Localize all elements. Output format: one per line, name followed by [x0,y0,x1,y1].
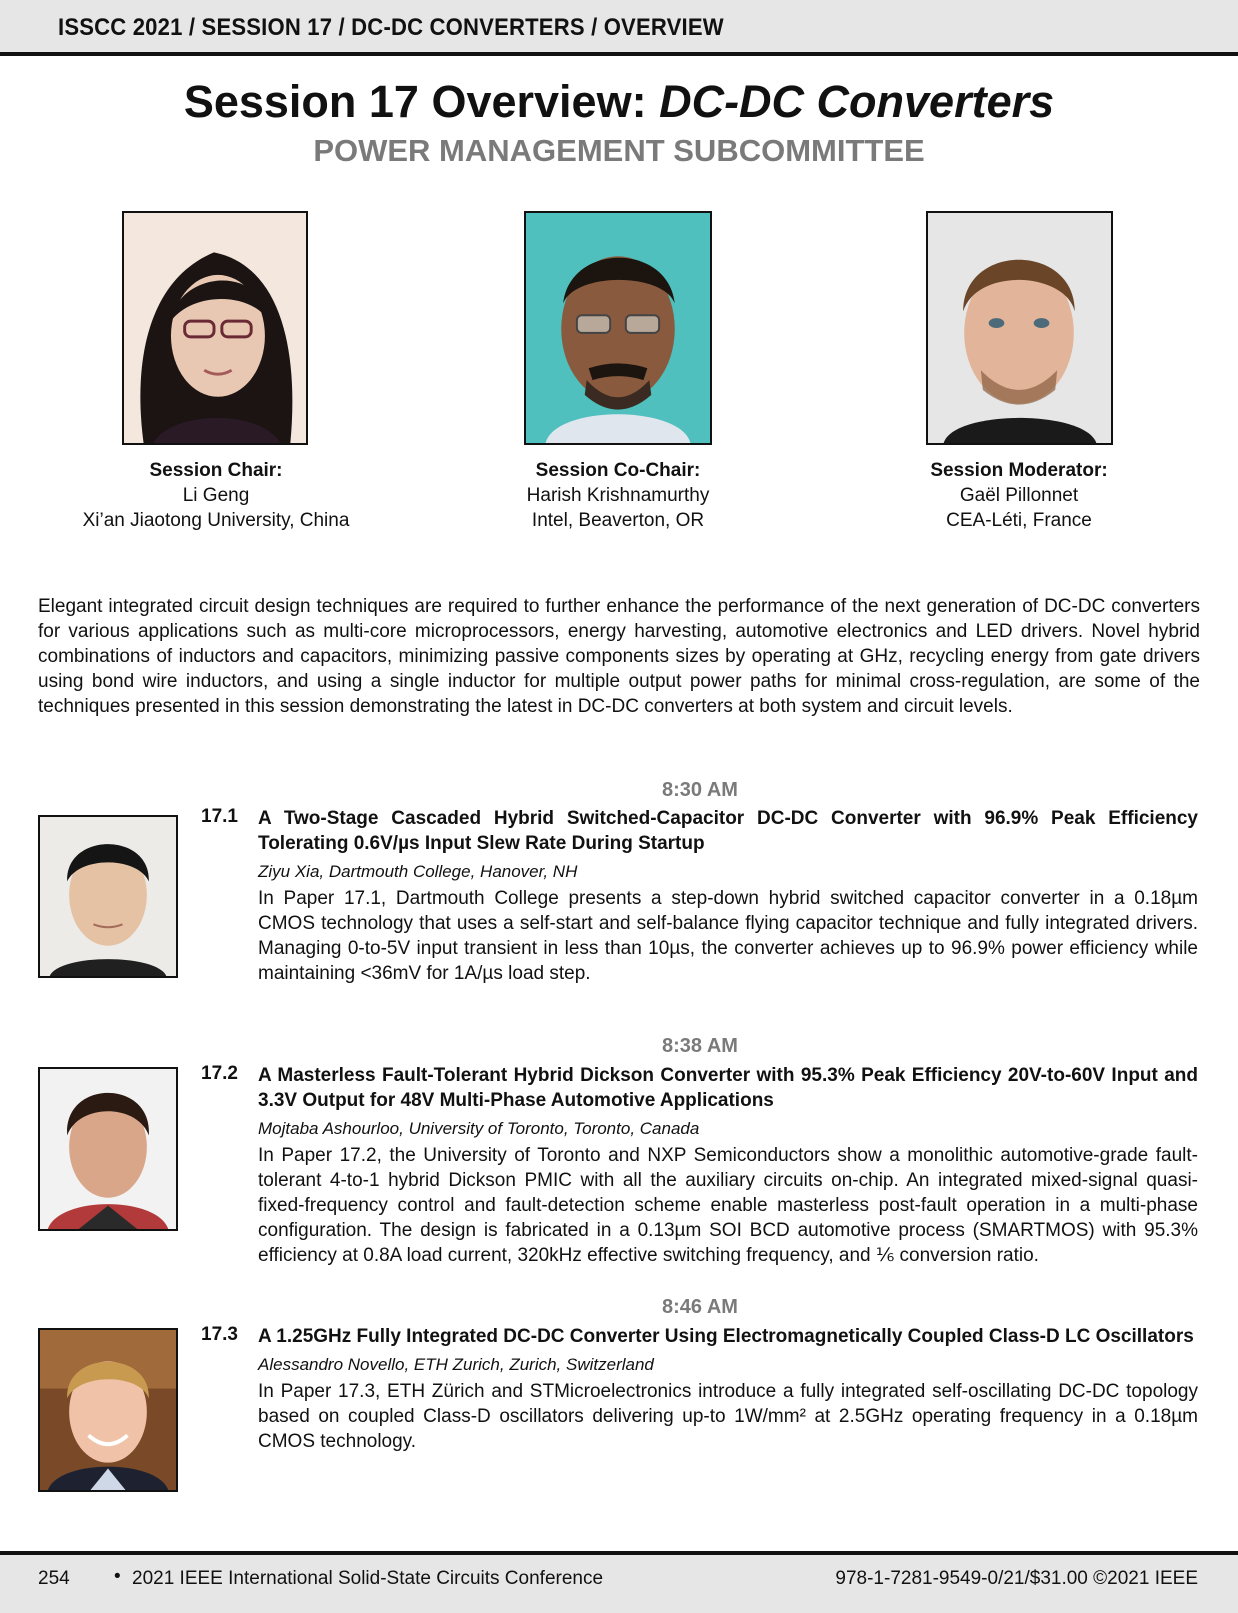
paper-number: 17.2 [201,1063,238,1084]
paper-description: In Paper 17.3, ETH Zürich and STMicroelectronics introduce a fully integrated self-oscillating DC-DC topology based on coupled Class-D oscillators delivering up-to 1W/mm² at 2.5GHz operating frequency in a 0.18µm CMOS technology. [258,1381,1198,1452]
page-number: 254 [38,1568,70,1589]
paper-number: 17.1 [201,806,238,827]
paper-author: Ziyu Xia, Dartmouth College, Hanover, NH [258,862,578,881]
subcommittee: POWER MANAGEMENT SUBCOMMITTEE [313,133,925,168]
author-photo [38,1067,178,1231]
session-overview-text: Elegant integrated circuit design techniques are required to further enhance the performance of the next generation of DC-DC converters for various applications such as multi-core microprocessors, energy harvesting, automotive electronics and LED drivers. Novel hybrid combinations of inductors and capacitors, minimizing passive components sizes by operating at GHz, recycling energy from gate drivers using bond wire inductors, and using a single inductor for multiple output power paths for minimal cross-regulation, are some of the techniques presented in this session demonstrating the latest in DC-DC converters at both system and circuit levels. [38,596,1200,717]
paper-author: Mojtaba Ashourloo, University of Toronto, Toronto, Canada [258,1119,700,1138]
session-title-prefix: Session 17 Overview: [183,76,660,127]
officer-role: Session Co-Chair: [535,460,701,481]
session-title [0,76,1238,128]
officer-name: Gaël Pillonnet [959,485,1079,506]
officer-role: Session Chair: [149,460,283,481]
isbn-copyright: 978-1-7281-9549-0/21/$31.00 ©2021 IEEE [835,1568,1198,1589]
moderator-photo [926,211,1113,445]
paper-number: 17.3 [201,1324,238,1345]
co-chair-photo [524,211,712,445]
running-header: ISSCC 2021 / SESSION 17 / DC-DC CONVERTERS / OVERVIEW [58,14,724,41]
officer-name: Li Geng [182,485,250,506]
author-photo [38,815,178,978]
paper-time: 8:30 AM [662,779,738,801]
paper-author: Alessandro Novello, ETH Zurich, Zurich, Switzerland [258,1355,654,1374]
paper-description: In Paper 17.2, the University of Toronto and NXP Semiconductors show a monolithic automotive-grade fault-tolerant 4-to-1 hybrid Dickson PMIC with all the auxiliary circuits on-chip. An integrated mixed-signal quasi-fixed-frequency control and fault-detection scheme enable masterless post-fault operation in a multi-phase configuration. The design is fabricated in a 0.13µm SOI BCD automotive process (SMARTMOS) with 95.3% efficiency at 0.8A load current, 320kHz effective switching frequency, and ⅙ conversion ratio. [258,1145,1198,1266]
session-chair [26,458,406,533]
session-moderator [829,458,1209,533]
officer-affiliation: CEA-Léti, France [946,510,1092,531]
paper-title: A Masterless Fault-Tolerant Hybrid Dickson Converter with 95.3% Peak Efficiency 20V-to-60V Input and 3.3V Output for 48V Multi-Phase Automotive Applications [258,1065,1198,1111]
paper-description: In Paper 17.1, Dartmouth College presents a step-down hybrid switched capacitor converter in a 0.18µm CMOS technology that uses a self-start and self-balance flying capacitor technique and fully integrated drivers. Managing 0-to-5V input transient in less than 10µs, the converter achieves up to 96.9% power efficiency while maintaining <36mV for 1A/µs load step. [258,888,1198,984]
paper-title: A Two-Stage Cascaded Hybrid Switched-Capacitor DC-DC Converter with 96.9% Peak Efficiency Tolerating 0.6V/µs Input Slew Rate During Startup [258,808,1198,854]
conference-name: 2021 IEEE International Solid-State Circuits Conference [132,1568,604,1589]
paper-title: A 1.25GHz Fully Integrated DC-DC Converter Using Electromagnetically Coupled Class-D LC Oscillators [258,1326,1194,1347]
paper-time: 8:38 AM [662,1035,738,1057]
officer-affiliation: Xi’an Jiaotong University, China [82,510,350,531]
session-co-chair [428,458,808,533]
footer-bullet: • [114,1566,121,1587]
author-photo [38,1328,178,1492]
officer-role: Session Moderator: [930,460,1108,481]
officer-affiliation: Intel, Beaverton, OR [531,510,705,531]
chair-photo [122,211,308,445]
session-title-topic: DC-DC Converters [659,76,1055,127]
officer-name: Harish Krishnamurthy [526,485,710,506]
paper-time: 8:46 AM [662,1296,738,1318]
